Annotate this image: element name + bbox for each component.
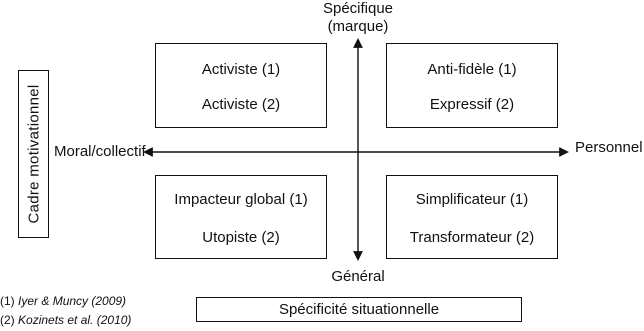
quadrant-bottom-left: [155, 175, 327, 259]
quadrant-bottom-left-line2: Utopiste (2): [202, 229, 280, 246]
quadrant-bottom-right: [386, 175, 558, 259]
quadrant-bottom-right-line1: Simplificateur (1): [415, 191, 529, 208]
reference-1-num: (1): [0, 294, 15, 308]
right-axis-label: Personnel: [575, 139, 643, 156]
bottom-axis-label: Général: [331, 268, 385, 285]
quadrant-bottom-right-line2: Transformateur (2): [409, 229, 535, 246]
quadrant-top-right-line2: Expressif (2): [429, 96, 515, 113]
quadrant-top-right: [386, 43, 558, 128]
left-axis-label: Moral/collectif: [54, 143, 146, 160]
reference-2-source: Kozinets et al. (2010): [18, 313, 132, 327]
motivational-frame-label: Cadre motivationnel: [25, 84, 42, 224]
quadrant-top-right-line1: Anti-fidèle (1): [427, 61, 517, 78]
quadrant-bottom-left-line1: Impacteur global (1): [174, 191, 308, 208]
motivational-frame-box: [18, 70, 49, 238]
reference-2-num: (2): [0, 313, 15, 327]
top-axis-label-line2: (marque): [327, 18, 389, 35]
quadrant-top-left-line2: Activiste (2): [201, 96, 281, 113]
reference-1-source: Iyer & Muncy (2009): [18, 294, 127, 308]
quadrant-top-left-line1: Activiste (1): [201, 61, 281, 78]
reference-2: [0, 313, 131, 327]
reference-1: [0, 294, 126, 308]
top-axis-label-line1: Spécifique: [322, 0, 394, 17]
situational-specificity-label: Spécificité situationnelle: [278, 301, 440, 318]
top-axis-label: [318, 0, 398, 36]
quadrant-top-left: [155, 43, 327, 128]
situational-specificity-box: [196, 297, 522, 322]
